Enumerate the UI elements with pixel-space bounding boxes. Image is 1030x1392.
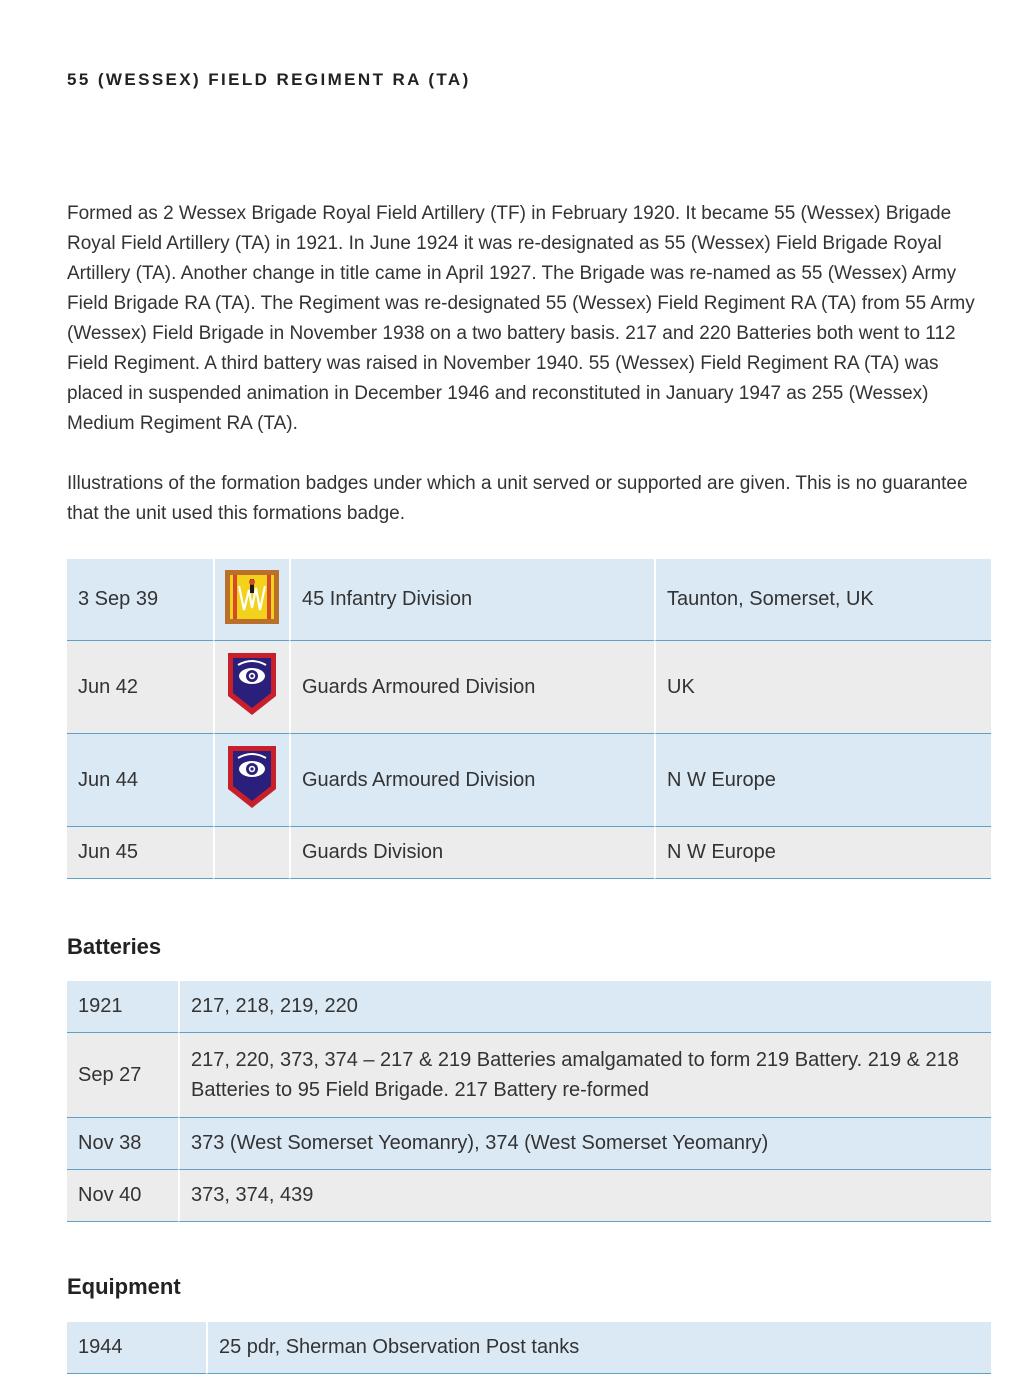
battery-detail: 373, 374, 439 [178,1170,991,1222]
table-row [67,827,991,879]
guards-eye-badge-icon [227,652,277,716]
battery-detail: 217, 220, 373, 374 – 217 & 219 Batteries amalgamated to form 219 Battery. 219 & 218 Batteries to 95 Field Brigade. 217 Battery re-formed [178,1033,991,1118]
service-formation: 45 Infantry Division [289,559,654,641]
guards-eye-badge-icon [227,745,277,809]
battery-date: Nov 38 [67,1118,178,1170]
table-row [67,641,991,734]
table-row [67,559,991,641]
service-date: Jun 42 [67,641,213,734]
table-row [67,1322,991,1374]
battery-date: Sep 27 [67,1033,178,1118]
service-date: Jun 45 [67,827,213,879]
service-date: Jun 44 [67,734,213,827]
badge-cell [213,559,289,641]
table-row [67,1118,991,1170]
service-formation: Guards Armoured Division [289,641,654,734]
equipment-table [67,1322,991,1374]
badge-cell [213,641,289,734]
service-formation: Guards Armoured Division [289,734,654,827]
table-row [67,734,991,827]
service-location: UK [654,641,991,734]
page-title: 55 (WESSEX) FIELD REGIMENT RA (TA) [67,70,471,89]
battery-date: Nov 40 [67,1170,178,1222]
equipment-heading: Equipment [67,1274,181,1299]
battery-detail: 217, 218, 219, 220 [178,981,991,1033]
badge-cell [213,827,289,879]
table-row [67,981,991,1033]
service-location: N W Europe [654,734,991,827]
service-table [67,559,991,879]
service-location: N W Europe [654,827,991,879]
badge-note-paragraph: Illustrations of the formation badges under which a unit served or supported are given. This is no guarantee that the unit used this formations badge. [67,473,968,524]
service-location: Taunton, Somerset, UK [654,559,991,641]
battery-detail: 373 (West Somerset Yeomanry), 374 (West Somerset Yeomanry) [178,1118,991,1170]
service-formation: Guards Division [289,827,654,879]
batteries-heading: Batteries [67,934,162,959]
equipment-date: 1944 [67,1322,206,1374]
table-row [67,1170,991,1222]
wyvern-drum-badge-icon [225,570,279,624]
table-row [67,1033,991,1118]
battery-date: 1921 [67,981,178,1033]
service-date: 3 Sep 39 [67,559,213,641]
badge-cell [213,734,289,827]
intro-paragraph: Formed as 2 Wessex Brigade Royal Field Artillery (TF) in February 1920. It became 55 (Wessex) Brigade Royal Field Artillery (TA) in 1921. In June 1924 it was re-designated as 55 (Wessex) Field Brigade Royal Artillery (TA). Another change in title came in April 1927. The Brigade was re-named as 55 (Wessex) Army Field Brigade RA (TA). The Regiment was re-designated 55 (Wessex) Field Regiment RA (TA) from 55 Army (Wessex) Field Brigade in November 1938 on a two battery basis. 217 and 220 Batteries both went to 112 Field Regiment. A third battery was raised in November 1940. 55 (Wessex) Field Regiment RA (TA) was placed in suspended animation in December 1946 and reconstituted in January 1947 as 255 (Wessex) Medium Regiment RA (TA). [67,203,975,434]
batteries-table [67,981,991,1222]
equipment-detail: 25 pdr, Sherman Observation Post tanks [206,1322,991,1374]
